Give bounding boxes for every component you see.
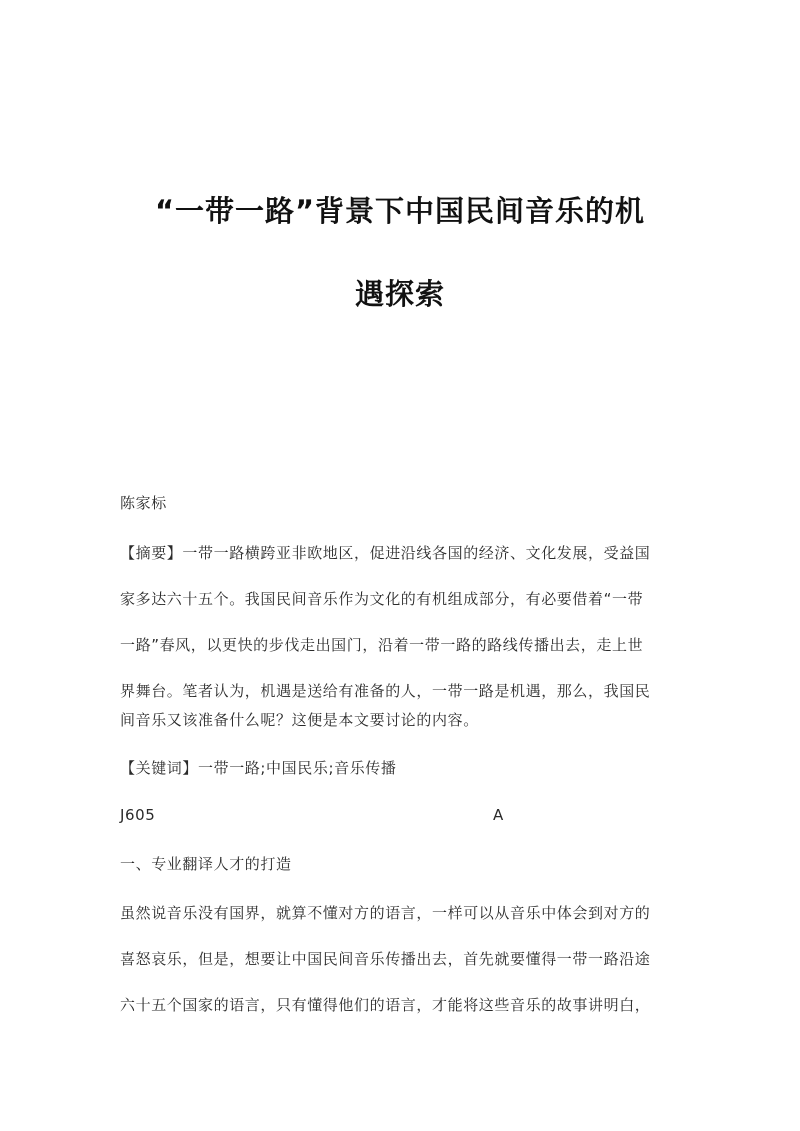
article-title-line-2: 遇探索 — [354, 277, 445, 311]
author-name: 陈家标 — [120, 494, 167, 512]
paragraph-line-1: 虽然说音乐没有国界，就算不懂对方的语言，一样可以从音乐中体会到对方的 — [120, 904, 651, 922]
abstract-line-5: 间音乐又该准备什么呢？这便是本文要讨论的内容。 — [120, 711, 479, 729]
abstract-line-2: 家多达六十五个。我国民间音乐作为文化的有机组成部分，有必要借着“一带 — [120, 590, 644, 608]
abstract-line-1: 【摘要】一带一路横跨亚非欧地区，促进沿线各国的经济、文化发展，受益国 — [120, 544, 651, 562]
abstract-line-3: 一路”春风，以更快的步伐走出国门，沿着一带一路的路线传播出去，走上世 — [120, 636, 644, 654]
classification-code: J605 — [120, 806, 156, 824]
article-title-line-1: “一带一路”背景下中国民间音乐的机 — [154, 194, 646, 228]
section-heading: 一、专业翻译人才的打造 — [120, 855, 292, 873]
document-code: A — [493, 806, 504, 824]
abstract-line-4: 界舞台。笔者认为，机遇是送给有准备的人，一带一路是机遇，那么，我国民 — [120, 682, 651, 700]
keywords: 【关键词】一带一路;中国民乐;音乐传播 — [120, 759, 397, 777]
paragraph-line-2: 喜怒哀乐，但是，想要让中国民间音乐传播出去，首先就要懂得一带一路沿途 — [120, 950, 651, 968]
paragraph-line-3: 六十五个国家的语言，只有懂得他们的语言，才能将这些音乐的故事讲明白， — [120, 996, 651, 1014]
